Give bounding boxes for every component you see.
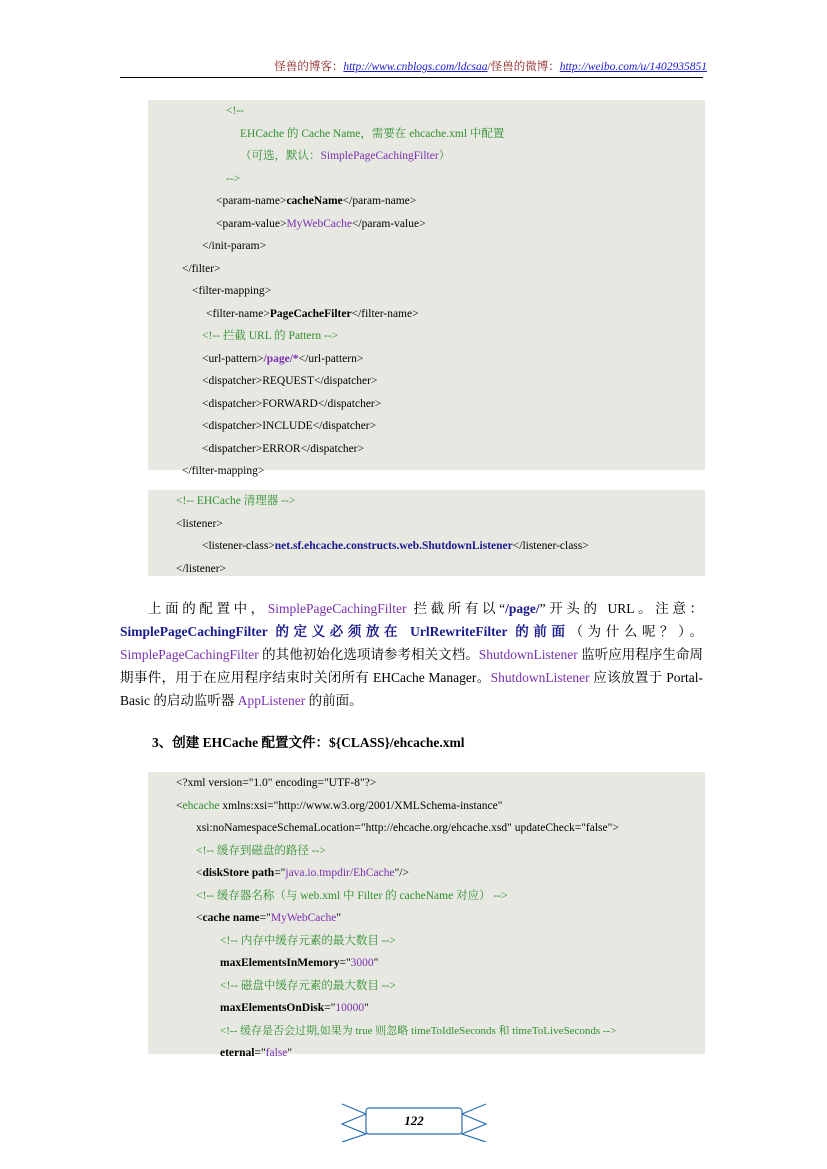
code-line: <url-pattern>/page/*</url-pattern> (202, 352, 364, 365)
code-line: <!-- 拦截 URL 的 Pattern --> (202, 330, 339, 342)
code-line: <!-- 内存中缓存元素的最大数目 --> (220, 934, 396, 947)
code-line: </listener> (176, 562, 227, 575)
blog-url-link[interactable]: http://www.cnblogs.com/ldcsaa (343, 61, 488, 73)
header-separator: / (487, 61, 491, 73)
code-block-listener (148, 490, 705, 576)
code-line: <param-name>cacheName</param-name> (216, 195, 417, 207)
code-line: <listener-class>net.sf.ehcache.constructs.web.ShutdownListener</listener-class> (202, 540, 589, 552)
section-heading: 3、创建 EHCache 配置文件：${CLASS}/ehcache.xml (152, 735, 465, 750)
code-line: <!-- (226, 105, 244, 117)
code-line: </filter-mapping> (182, 465, 265, 477)
weibo-label: 怪兽的微博： (490, 61, 560, 73)
code-block-webxml-filter (148, 100, 705, 477)
code-line: <!-- 缓存到磁盘的路径 --> (196, 844, 326, 857)
code-line: <dispatcher>INCLUDE</dispatcher> (202, 420, 377, 432)
code-line: <filter-name>PageCacheFilter</filter-name> (206, 307, 419, 320)
code-line: <filter-mapping> (192, 285, 272, 297)
code-line: xsi:noNamespaceSchemaLocation="http://ehcache.org/ehcache.xsd" updateCheck="false"> (196, 822, 619, 834)
code-line: <dispatcher>ERROR</dispatcher> (202, 442, 364, 455)
code-line: eternal="false" (220, 1047, 293, 1059)
code-line: --> (226, 172, 241, 185)
code-line: <param-value>MyWebCache</param-value> (216, 217, 426, 230)
code-line: <!-- 缓存是否会过期,如果为 true 则忽略 timeToIdleSeconds 和 timeToLiveSeconds --> (220, 1024, 617, 1037)
code-line: <!-- EHCache 清理器 --> (176, 495, 296, 507)
code-line: <?xml version="1.0" encoding="UTF-8"?> (176, 777, 377, 789)
page-header (120, 58, 707, 74)
code-line: <dispatcher>FORWARD</dispatcher> (202, 397, 382, 410)
code-line: <ehcache xmlns:xsi="http://www.w3.org/2001/XMLSchema-instance" (176, 799, 503, 812)
code-line: <diskStore path="java.io.tmpdir/EhCache"/> (196, 867, 409, 879)
code-line: maxElementsOnDisk="10000" (220, 1002, 369, 1014)
weibo-url-link[interactable]: http://weibo.com/u/1402935851 (559, 61, 707, 73)
code-line: <dispatcher>REQUEST</dispatcher> (202, 375, 378, 387)
code-line: </filter> (182, 262, 221, 275)
code-line: （可选，默认：SimplePageCachingFilter） (240, 150, 451, 162)
body-paragraph: 上面的配置中，SimplePageCachingFilter 拦截所有以“/page/”开头的 URL。注意：SimplePageCachingFilter 的定义必须放在 UrlRewriteFilter 的前面（为什么呢？）。SimplePageCachingFilter 的其他初始化选项请参考相关文档。ShutdownListener 监听应用程序生命周期事件，用于在应用程序结束时关闭所有 EHCache Manager。ShutdownListener 应该放置于 Portal-Basic 的启动监听器 AppListener 的前面。 (120, 601, 704, 708)
code-line: maxElementsInMemory="3000" (220, 957, 379, 969)
code-block-ehcache-xml (148, 772, 705, 1059)
code-line: EHCache 的 Cache Name，需要在 ehcache.xml 中配置 (240, 127, 505, 140)
code-line: <!-- 缓存器名称（与 web.xml 中 Filter 的 cacheName 对应） --> (196, 889, 508, 902)
code-line: <!-- 磁盘中缓存元素的最大数目 --> (220, 979, 396, 992)
blog-label: 怪兽的博客： (274, 61, 344, 73)
code-line: <listener> (176, 517, 223, 530)
page-number: 122 (404, 1113, 424, 1128)
header-divider (120, 77, 703, 78)
code-line: <cache name="MyWebCache" (196, 912, 342, 924)
code-line: </init-param> (202, 240, 267, 252)
